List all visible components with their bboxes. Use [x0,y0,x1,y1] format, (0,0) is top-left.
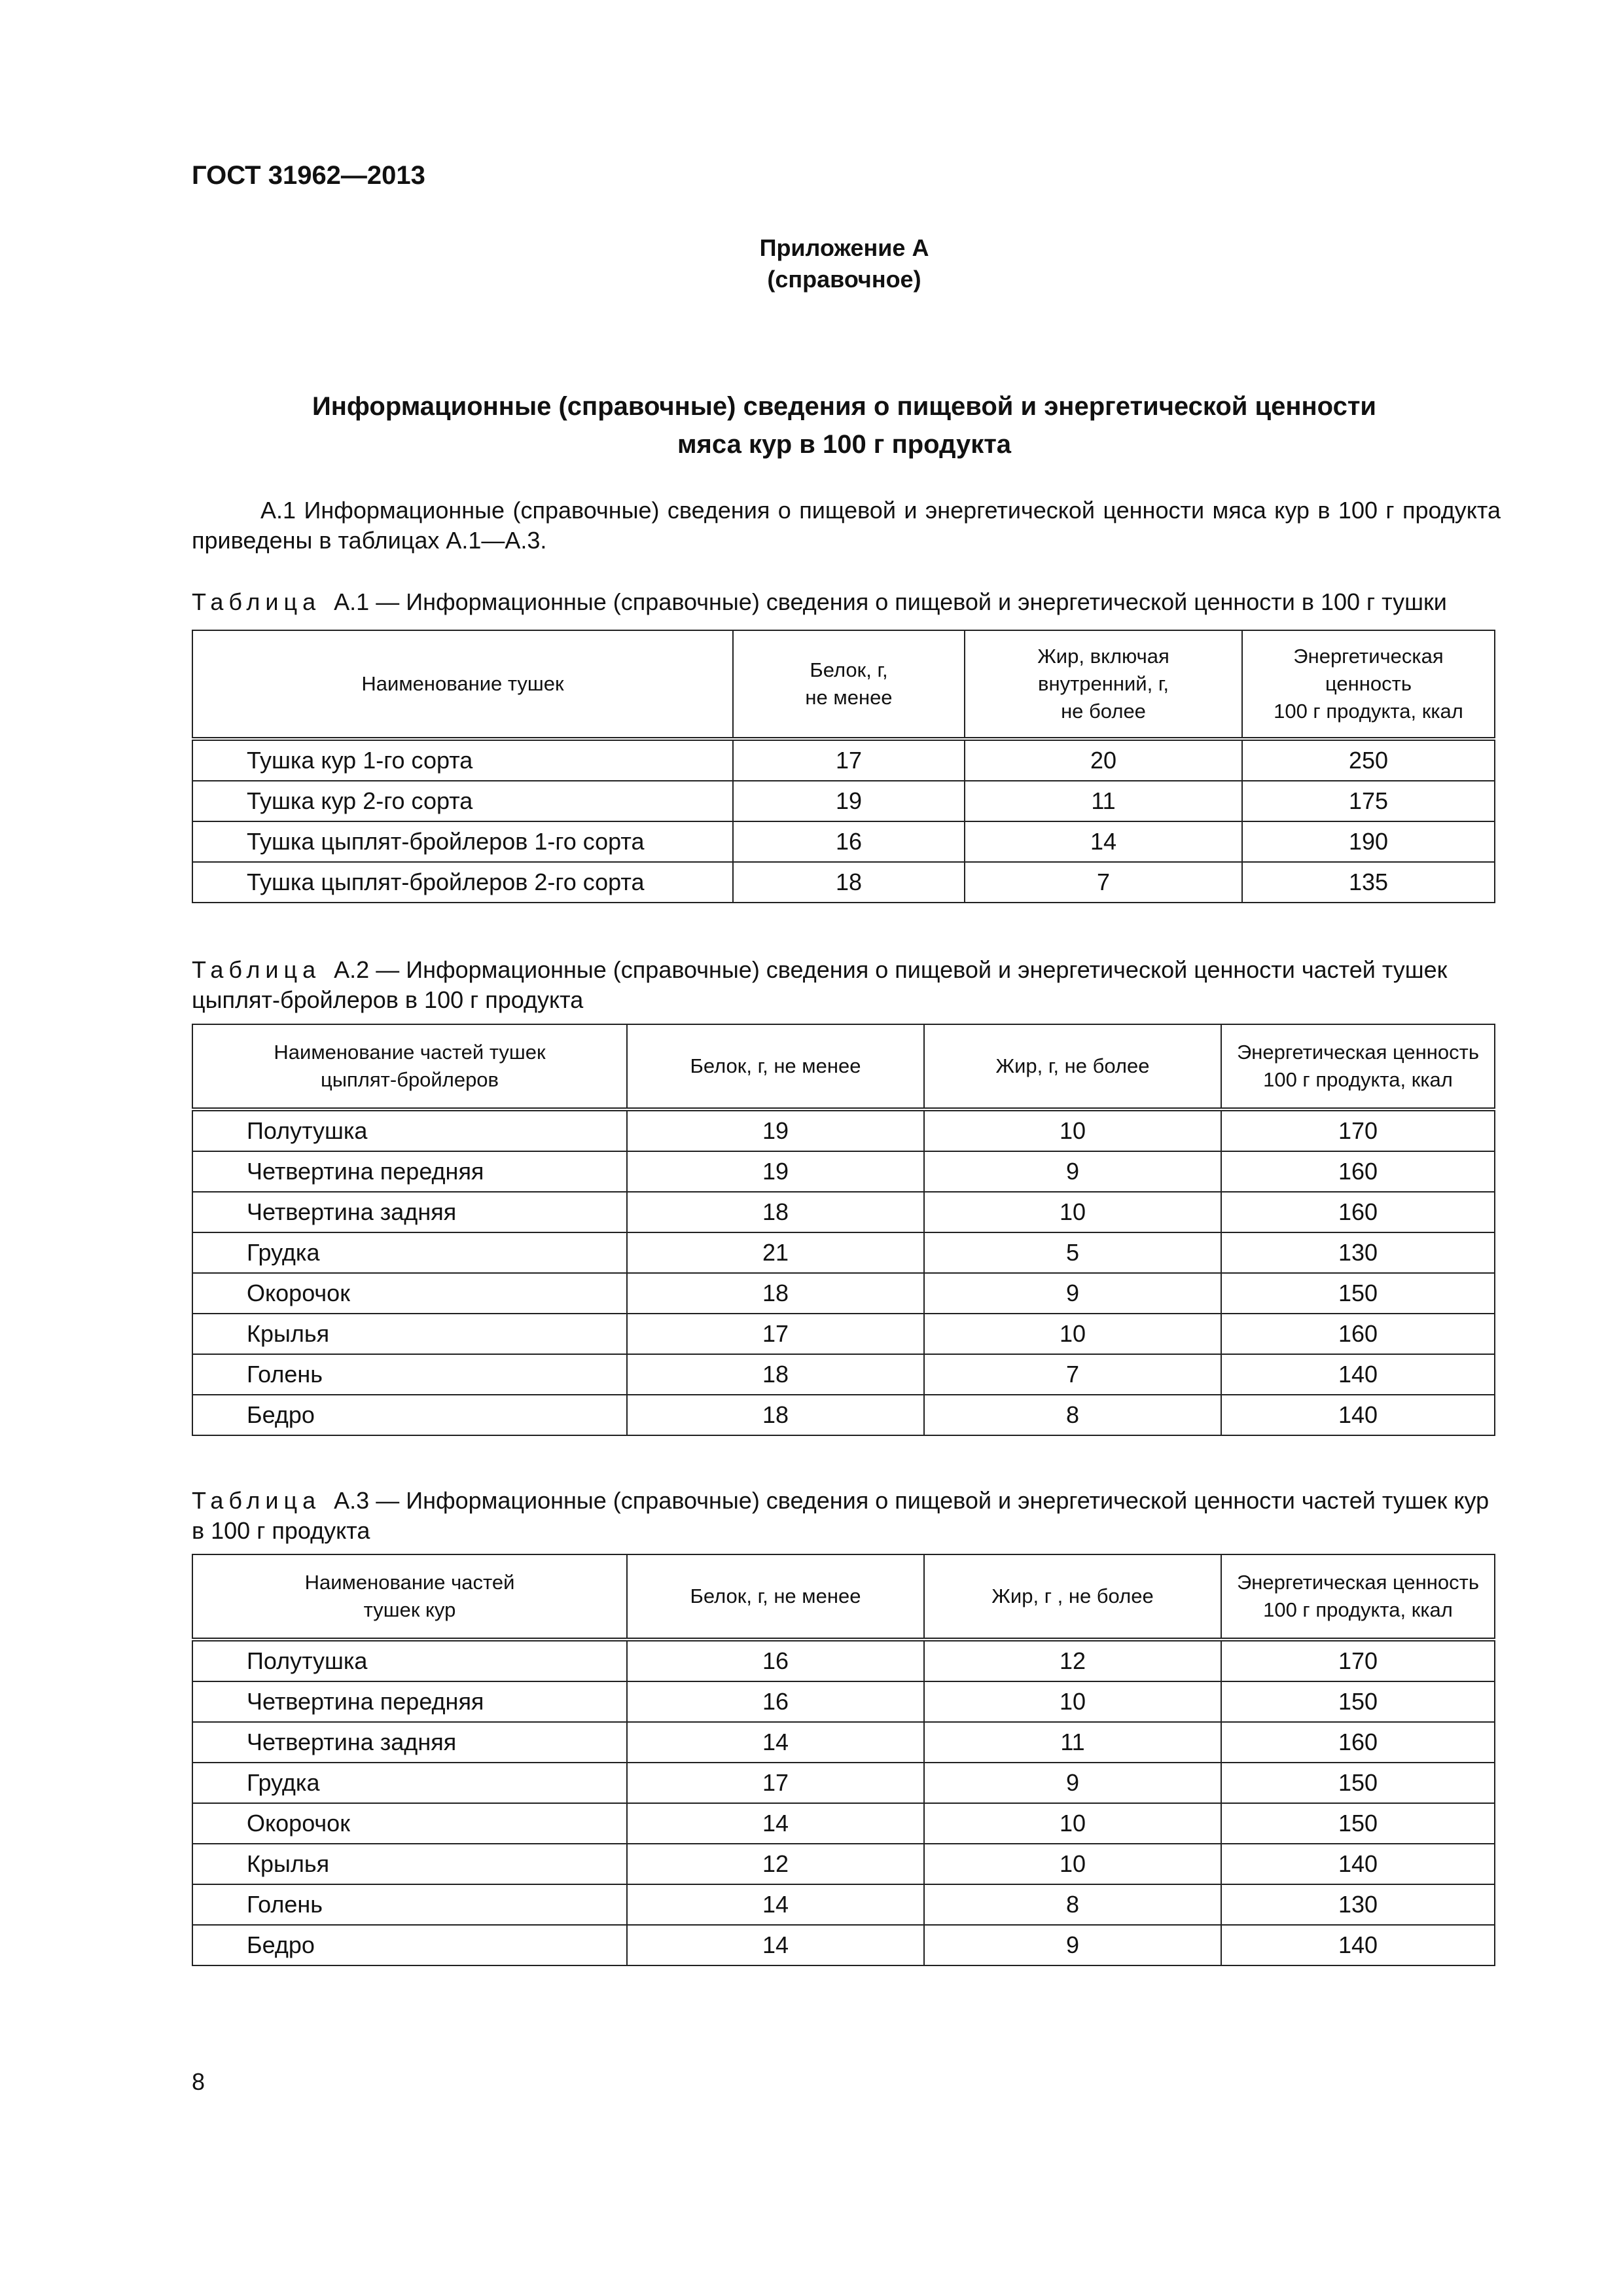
value-cell: 170 [1221,1109,1495,1151]
value-cell: 18 [627,1354,924,1395]
value-cell: 160 [1221,1722,1495,1763]
annex-type: (справочное) [767,266,921,293]
table-2-header-row [192,1024,1495,1109]
value-cell: 14 [627,1925,924,1965]
value-cell: 21 [627,1232,924,1273]
value-cell: 150 [1221,1763,1495,1803]
value-cell: 11 [965,781,1242,821]
value-cell: 19 [627,1109,924,1151]
column-header [192,1024,627,1109]
column-header-line: Белок, г, не менее [690,1585,861,1607]
table-2-caption [192,955,1501,1015]
column-header [1242,630,1495,739]
row-name-cell: Тушка цыплят-бройлеров 1-го сорта [192,821,733,862]
page-number: 8 [192,2068,205,2095]
value-cell: 9 [924,1273,1221,1314]
column-header-line: Жир, г, не более [995,1054,1150,1077]
value-cell: 18 [627,1273,924,1314]
value-cell: 17 [627,1763,924,1803]
value-cell: 20 [965,739,1242,781]
value-cell: 160 [1221,1314,1495,1354]
row-name-cell: Четвертина передняя [192,1151,627,1192]
table-row [192,781,1495,821]
page-title [0,387,1623,463]
value-cell: 16 [627,1681,924,1722]
column-header-line: Энергетическая [1293,645,1444,668]
column-header-line: Жир, г , не более [991,1585,1154,1607]
column-header [192,1554,627,1640]
column-header [1221,1554,1495,1640]
value-cell: 140 [1221,1844,1495,1884]
table-row [192,1109,1495,1151]
value-cell: 9 [924,1151,1221,1192]
table-1 [192,630,1495,903]
value-cell: 10 [924,1681,1221,1722]
row-name-cell: Грудка [192,1763,627,1803]
table-row [192,1192,1495,1232]
table-word: Таблица [192,588,321,615]
value-cell: 7 [924,1354,1221,1395]
column-header-line: Наименование частей [304,1571,515,1594]
value-cell: 18 [733,862,965,903]
column-header [965,630,1242,739]
value-cell: 17 [733,739,965,781]
column-header-line: 100 г продукта, ккал [1274,700,1463,723]
value-cell: 130 [1221,1884,1495,1925]
column-header-line: цыплят-бройлеров [320,1068,499,1091]
column-header-line: внутренний, г, [1037,672,1169,695]
table-1-body [192,739,1495,903]
table-3 [192,1554,1495,1966]
row-name-cell: Голень [192,1354,627,1395]
table-row [192,739,1495,781]
paragraph-a1: А.1 Информационные (справочные) сведения о пищевой и энергетической ценности мяса кур в 100 г продукта приведены в таблицах А.1—А.3. [192,497,1501,554]
value-cell: 250 [1242,739,1495,781]
table-1-caption [192,587,1501,617]
row-name-cell: Окорочок [192,1803,627,1844]
table-row [192,1763,1495,1803]
table-3-header [192,1554,1495,1640]
table-row [192,821,1495,862]
value-cell: 14 [965,821,1242,862]
value-cell: 135 [1242,862,1495,903]
table-word: Таблица [192,1487,321,1514]
table-row [192,1395,1495,1435]
column-header-line: Жир, включая [1037,645,1169,668]
value-cell: 16 [733,821,965,862]
column-header-line: не более [1061,700,1146,723]
value-cell: 11 [924,1722,1221,1763]
annex-heading [0,232,1623,295]
row-name-cell: Голень [192,1884,627,1925]
value-cell: 12 [627,1844,924,1884]
table-row [192,862,1495,903]
value-cell: 12 [924,1640,1221,1681]
column-header [627,1024,924,1109]
table-2-caption-text: А.2 — Информационные (справочные) сведения о пищевой и энергетической ценности частей тушек цыплят-бройлеров в 100 г продукта [192,956,1448,1013]
table-3-caption [192,1486,1501,1546]
value-cell: 150 [1221,1273,1495,1314]
row-name-cell: Тушка кур 1-го сорта [192,739,733,781]
table-row [192,1232,1495,1273]
value-cell: 170 [1221,1640,1495,1681]
column-header-line: ценность [1325,672,1412,695]
value-cell: 16 [627,1640,924,1681]
table-3-header-row [192,1554,1495,1640]
value-cell: 10 [924,1844,1221,1884]
column-header-line: 100 г продукта, ккал [1263,1598,1453,1621]
value-cell: 190 [1242,821,1495,862]
table-2 [192,1024,1495,1436]
value-cell: 7 [965,862,1242,903]
column-header-line: Наименование частей тушек [274,1041,546,1064]
table-row [192,1273,1495,1314]
row-name-cell: Четвертина задняя [192,1722,627,1763]
table-row [192,1803,1495,1844]
column-header [192,630,733,739]
value-cell: 17 [627,1314,924,1354]
page-title-line-2: мяса кур в 100 г продукта [677,430,1012,459]
value-cell: 140 [1221,1925,1495,1965]
column-header-line: Энергетическая ценность [1237,1571,1479,1594]
value-cell: 9 [924,1925,1221,1965]
table-2-header [192,1024,1495,1109]
row-name-cell: Четвертина задняя [192,1192,627,1232]
row-name-cell: Крылья [192,1844,627,1884]
column-header-line: Белок, г, не менее [690,1054,861,1077]
value-cell: 140 [1221,1354,1495,1395]
row-name-cell: Тушка кур 2-го сорта [192,781,733,821]
column-header-line: тушек кур [363,1598,456,1621]
table-1-header-row [192,630,1495,739]
value-cell: 8 [924,1395,1221,1435]
table-row [192,1884,1495,1925]
row-name-cell: Полутушка [192,1640,627,1681]
row-name-cell: Бедро [192,1925,627,1965]
value-cell: 8 [924,1884,1221,1925]
value-cell: 175 [1242,781,1495,821]
document-code: ГОСТ 31962—2013 [192,161,425,190]
page-title-line-1: Информационные (справочные) сведения о пищевой и энергетической ценности [312,392,1376,421]
table-3-body [192,1640,1495,1965]
table-row [192,1722,1495,1763]
value-cell: 10 [924,1192,1221,1232]
row-name-cell: Крылья [192,1314,627,1354]
column-header [627,1554,924,1640]
value-cell: 160 [1221,1151,1495,1192]
table-3-caption-text: А.3 — Информационные (справочные) сведения о пищевой и энергетической ценности частей тушек кур в 100 г продукта [192,1487,1489,1544]
value-cell: 18 [627,1192,924,1232]
table-row [192,1151,1495,1192]
table-row [192,1640,1495,1681]
value-cell: 14 [627,1803,924,1844]
value-cell: 18 [627,1395,924,1435]
row-name-cell: Тушка цыплят-бройлеров 2-го сорта [192,862,733,903]
row-name-cell: Полутушка [192,1109,627,1151]
table-row [192,1681,1495,1722]
value-cell: 19 [627,1151,924,1192]
column-header [924,1024,1221,1109]
value-cell: 14 [627,1722,924,1763]
annex-label: Приложение А [759,234,929,261]
value-cell: 160 [1221,1192,1495,1232]
table-1-header [192,630,1495,739]
column-header-line: Наименование тушек [361,672,564,695]
value-cell: 10 [924,1803,1221,1844]
column-header-line: не менее [805,686,893,709]
row-name-cell: Четвертина передняя [192,1681,627,1722]
table-row [192,1925,1495,1965]
value-cell: 150 [1221,1803,1495,1844]
table-1-caption-text: А.1 — Информационные (справочные) сведения о пищевой и энергетической ценности в 100 г тушки [334,588,1447,615]
value-cell: 10 [924,1314,1221,1354]
value-cell: 140 [1221,1395,1495,1435]
value-cell: 9 [924,1763,1221,1803]
table-word: Таблица [192,956,321,983]
column-header-line: Белок, г, [810,658,888,681]
value-cell: 5 [924,1232,1221,1273]
value-cell: 150 [1221,1681,1495,1722]
row-name-cell: Бедро [192,1395,627,1435]
value-cell: 10 [924,1109,1221,1151]
table-2-body [192,1109,1495,1435]
table-row [192,1314,1495,1354]
row-name-cell: Окорочок [192,1273,627,1314]
value-cell: 19 [733,781,965,821]
table-row [192,1354,1495,1395]
column-header [733,630,965,739]
row-name-cell: Грудка [192,1232,627,1273]
value-cell: 130 [1221,1232,1495,1273]
value-cell: 14 [627,1884,924,1925]
column-header [1221,1024,1495,1109]
column-header-line: Энергетическая ценность [1237,1041,1479,1064]
column-header [924,1554,1221,1640]
column-header-line: 100 г продукта, ккал [1263,1068,1453,1091]
table-row [192,1844,1495,1884]
